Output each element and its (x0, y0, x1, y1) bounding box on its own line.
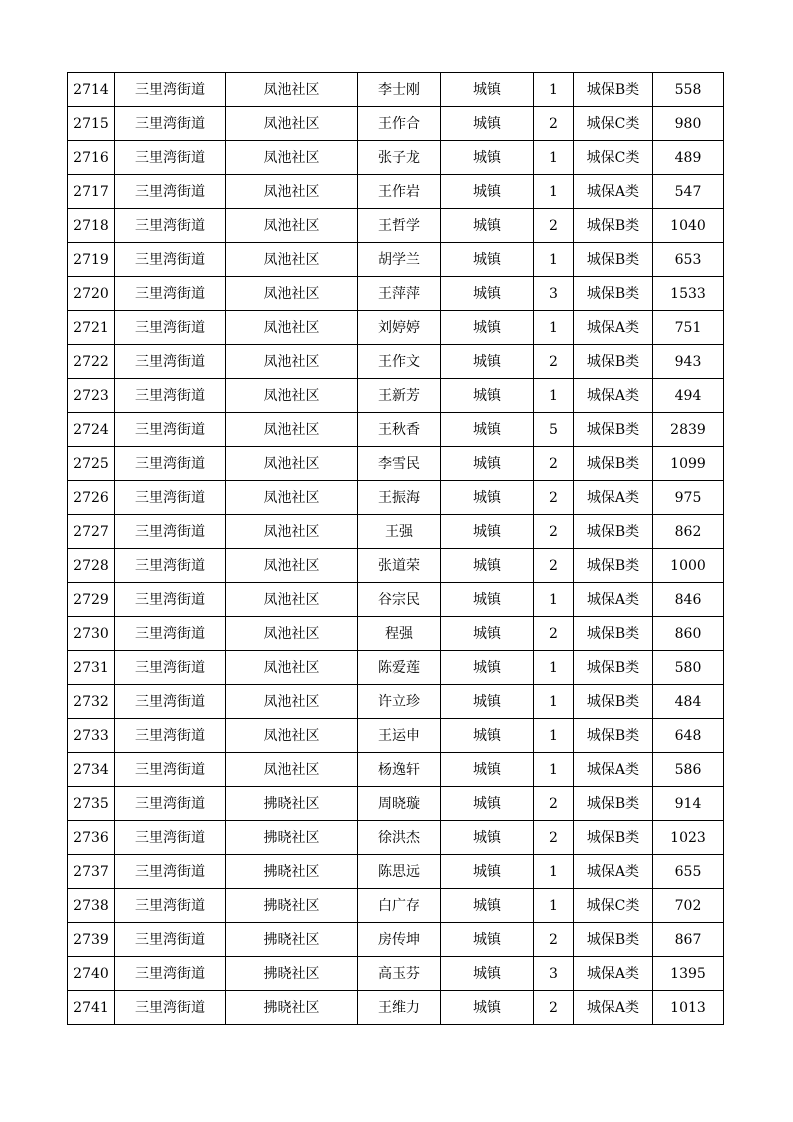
community-cell: 拂晓社区 (226, 787, 358, 821)
serial-number-cell: 2735 (68, 787, 115, 821)
serial-number-cell: 2738 (68, 889, 115, 923)
street-cell: 三里湾街道 (115, 175, 226, 209)
category-cell: 城保B类 (574, 923, 653, 957)
person-name-cell: 高玉芬 (358, 957, 441, 991)
household-count-cell: 1 (534, 73, 574, 107)
person-name-cell: 王新芳 (358, 379, 441, 413)
community-cell: 拂晓社区 (226, 855, 358, 889)
amount-cell: 1395 (653, 957, 724, 991)
household-count-cell: 3 (534, 277, 574, 311)
table-row (68, 617, 724, 651)
community-cell: 凤池社区 (226, 753, 358, 787)
community-cell: 拂晓社区 (226, 991, 358, 1025)
community-cell: 拂晓社区 (226, 889, 358, 923)
serial-number-cell: 2718 (68, 209, 115, 243)
table-row (68, 719, 724, 753)
table-row (68, 379, 724, 413)
category-cell: 城保C类 (574, 889, 653, 923)
amount-cell: 914 (653, 787, 724, 821)
serial-number-cell: 2741 (68, 991, 115, 1025)
amount-cell: 1040 (653, 209, 724, 243)
person-name-cell: 白广存 (358, 889, 441, 923)
table-row (68, 413, 724, 447)
household-count-cell: 1 (534, 379, 574, 413)
residence-type-cell: 城镇 (441, 413, 534, 447)
amount-cell: 648 (653, 719, 724, 753)
street-cell: 三里湾街道 (115, 923, 226, 957)
community-cell: 凤池社区 (226, 243, 358, 277)
residence-type-cell: 城镇 (441, 277, 534, 311)
serial-number-cell: 2730 (68, 617, 115, 651)
table-row (68, 481, 724, 515)
street-cell: 三里湾街道 (115, 73, 226, 107)
residence-type-cell: 城镇 (441, 345, 534, 379)
street-cell: 三里湾街道 (115, 889, 226, 923)
person-name-cell: 王振海 (358, 481, 441, 515)
table-row (68, 209, 724, 243)
household-count-cell: 2 (534, 107, 574, 141)
household-count-cell: 1 (534, 719, 574, 753)
residence-type-cell: 城镇 (441, 175, 534, 209)
amount-cell: 702 (653, 889, 724, 923)
amount-cell: 484 (653, 685, 724, 719)
community-cell: 凤池社区 (226, 413, 358, 447)
category-cell: 城保A类 (574, 957, 653, 991)
household-count-cell: 1 (534, 175, 574, 209)
person-name-cell: 王强 (358, 515, 441, 549)
table-row (68, 923, 724, 957)
category-cell: 城保B类 (574, 685, 653, 719)
household-count-cell: 1 (534, 243, 574, 277)
community-cell: 凤池社区 (226, 107, 358, 141)
household-count-cell: 2 (534, 447, 574, 481)
serial-number-cell: 2728 (68, 549, 115, 583)
household-count-cell: 5 (534, 413, 574, 447)
serial-number-cell: 2719 (68, 243, 115, 277)
residence-type-cell: 城镇 (441, 481, 534, 515)
street-cell: 三里湾街道 (115, 651, 226, 685)
category-cell: 城保B类 (574, 209, 653, 243)
street-cell: 三里湾街道 (115, 345, 226, 379)
household-count-cell: 2 (534, 549, 574, 583)
serial-number-cell: 2714 (68, 73, 115, 107)
household-count-cell: 1 (534, 311, 574, 345)
community-cell: 拂晓社区 (226, 923, 358, 957)
residence-type-cell: 城镇 (441, 549, 534, 583)
amount-cell: 494 (653, 379, 724, 413)
community-cell: 凤池社区 (226, 447, 358, 481)
serial-number-cell: 2734 (68, 753, 115, 787)
serial-number-cell: 2715 (68, 107, 115, 141)
residence-type-cell: 城镇 (441, 141, 534, 175)
serial-number-cell: 2733 (68, 719, 115, 753)
table-row (68, 447, 724, 481)
serial-number-cell: 2736 (68, 821, 115, 855)
amount-cell: 1000 (653, 549, 724, 583)
person-name-cell: 徐洪杰 (358, 821, 441, 855)
amount-cell: 867 (653, 923, 724, 957)
serial-number-cell: 2720 (68, 277, 115, 311)
amount-cell: 1533 (653, 277, 724, 311)
residence-type-cell: 城镇 (441, 107, 534, 141)
person-name-cell: 王作合 (358, 107, 441, 141)
residence-type-cell: 城镇 (441, 73, 534, 107)
category-cell: 城保B类 (574, 413, 653, 447)
residence-type-cell: 城镇 (441, 753, 534, 787)
person-name-cell: 王运申 (358, 719, 441, 753)
person-name-cell: 许立珍 (358, 685, 441, 719)
community-cell: 凤池社区 (226, 141, 358, 175)
amount-cell: 547 (653, 175, 724, 209)
person-name-cell: 谷宗民 (358, 583, 441, 617)
community-cell: 凤池社区 (226, 345, 358, 379)
community-cell: 凤池社区 (226, 617, 358, 651)
household-count-cell: 2 (534, 991, 574, 1025)
residence-type-cell: 城镇 (441, 583, 534, 617)
household-count-cell: 2 (534, 787, 574, 821)
category-cell: 城保A类 (574, 855, 653, 889)
category-cell: 城保B类 (574, 821, 653, 855)
street-cell: 三里湾街道 (115, 957, 226, 991)
residence-type-cell: 城镇 (441, 651, 534, 685)
amount-cell: 1013 (653, 991, 724, 1025)
street-cell: 三里湾街道 (115, 991, 226, 1025)
street-cell: 三里湾街道 (115, 107, 226, 141)
amount-cell: 975 (653, 481, 724, 515)
serial-number-cell: 2732 (68, 685, 115, 719)
person-name-cell: 房传坤 (358, 923, 441, 957)
street-cell: 三里湾街道 (115, 481, 226, 515)
amount-cell: 943 (653, 345, 724, 379)
table-row (68, 753, 724, 787)
serial-number-cell: 2726 (68, 481, 115, 515)
residence-type-cell: 城镇 (441, 957, 534, 991)
street-cell: 三里湾街道 (115, 753, 226, 787)
household-count-cell: 2 (534, 923, 574, 957)
table-row (68, 821, 724, 855)
community-cell: 拂晓社区 (226, 821, 358, 855)
category-cell: 城保B类 (574, 73, 653, 107)
person-name-cell: 周晓璇 (358, 787, 441, 821)
table-row (68, 991, 724, 1025)
residence-type-cell: 城镇 (441, 209, 534, 243)
category-cell: 城保B类 (574, 447, 653, 481)
table-body (68, 73, 724, 1025)
amount-cell: 655 (653, 855, 724, 889)
category-cell: 城保A类 (574, 481, 653, 515)
person-name-cell: 王作岩 (358, 175, 441, 209)
amount-cell: 860 (653, 617, 724, 651)
person-name-cell: 王萍萍 (358, 277, 441, 311)
household-count-cell: 1 (534, 141, 574, 175)
community-cell: 凤池社区 (226, 719, 358, 753)
residence-type-cell: 城镇 (441, 447, 534, 481)
residence-type-cell: 城镇 (441, 923, 534, 957)
amount-cell: 586 (653, 753, 724, 787)
street-cell: 三里湾街道 (115, 447, 226, 481)
person-name-cell: 张道荣 (358, 549, 441, 583)
street-cell: 三里湾街道 (115, 855, 226, 889)
street-cell: 三里湾街道 (115, 141, 226, 175)
residence-type-cell: 城镇 (441, 889, 534, 923)
serial-number-cell: 2716 (68, 141, 115, 175)
amount-cell: 580 (653, 651, 724, 685)
table-row (68, 175, 724, 209)
table-row (68, 583, 724, 617)
table-row (68, 73, 724, 107)
household-count-cell: 3 (534, 957, 574, 991)
serial-number-cell: 2721 (68, 311, 115, 345)
street-cell: 三里湾街道 (115, 787, 226, 821)
person-name-cell: 刘婷婷 (358, 311, 441, 345)
table-row (68, 277, 724, 311)
household-count-cell: 2 (534, 821, 574, 855)
street-cell: 三里湾街道 (115, 583, 226, 617)
serial-number-cell: 2717 (68, 175, 115, 209)
residence-type-cell: 城镇 (441, 991, 534, 1025)
category-cell: 城保B类 (574, 719, 653, 753)
household-count-cell: 1 (534, 753, 574, 787)
serial-number-cell: 2737 (68, 855, 115, 889)
serial-number-cell: 2731 (68, 651, 115, 685)
residence-type-cell: 城镇 (441, 311, 534, 345)
serial-number-cell: 2723 (68, 379, 115, 413)
table-row (68, 345, 724, 379)
street-cell: 三里湾街道 (115, 311, 226, 345)
person-name-cell: 胡学兰 (358, 243, 441, 277)
community-cell: 凤池社区 (226, 549, 358, 583)
serial-number-cell: 2727 (68, 515, 115, 549)
table-row (68, 787, 724, 821)
amount-cell: 751 (653, 311, 724, 345)
table-row (68, 549, 724, 583)
person-name-cell: 王维力 (358, 991, 441, 1025)
category-cell: 城保B类 (574, 515, 653, 549)
serial-number-cell: 2740 (68, 957, 115, 991)
category-cell: 城保B类 (574, 787, 653, 821)
community-cell: 凤池社区 (226, 209, 358, 243)
amount-cell: 980 (653, 107, 724, 141)
serial-number-cell: 2729 (68, 583, 115, 617)
person-name-cell: 李士刚 (358, 73, 441, 107)
street-cell: 三里湾街道 (115, 685, 226, 719)
community-cell: 拂晓社区 (226, 957, 358, 991)
residence-type-cell: 城镇 (441, 787, 534, 821)
household-count-cell: 1 (534, 583, 574, 617)
residence-type-cell: 城镇 (441, 821, 534, 855)
table-row (68, 685, 724, 719)
person-name-cell: 王作文 (358, 345, 441, 379)
category-cell: 城保B类 (574, 277, 653, 311)
residence-type-cell: 城镇 (441, 719, 534, 753)
street-cell: 三里湾街道 (115, 549, 226, 583)
community-cell: 凤池社区 (226, 277, 358, 311)
street-cell: 三里湾街道 (115, 413, 226, 447)
household-count-cell: 2 (534, 617, 574, 651)
street-cell: 三里湾街道 (115, 277, 226, 311)
table-row (68, 651, 724, 685)
amount-cell: 1023 (653, 821, 724, 855)
street-cell: 三里湾街道 (115, 719, 226, 753)
community-cell: 凤池社区 (226, 311, 358, 345)
table-row (68, 311, 724, 345)
amount-cell: 653 (653, 243, 724, 277)
table-row (68, 889, 724, 923)
community-cell: 凤池社区 (226, 175, 358, 209)
serial-number-cell: 2722 (68, 345, 115, 379)
table-row (68, 515, 724, 549)
table-row (68, 141, 724, 175)
household-count-cell: 2 (534, 481, 574, 515)
household-count-cell: 1 (534, 889, 574, 923)
category-cell: 城保B类 (574, 345, 653, 379)
category-cell: 城保A类 (574, 311, 653, 345)
street-cell: 三里湾街道 (115, 821, 226, 855)
serial-number-cell: 2724 (68, 413, 115, 447)
person-name-cell: 陈思远 (358, 855, 441, 889)
community-cell: 凤池社区 (226, 685, 358, 719)
category-cell: 城保B类 (574, 617, 653, 651)
amount-cell: 558 (653, 73, 724, 107)
household-count-cell: 1 (534, 685, 574, 719)
household-count-cell: 2 (534, 345, 574, 379)
residence-type-cell: 城镇 (441, 855, 534, 889)
street-cell: 三里湾街道 (115, 379, 226, 413)
person-name-cell: 李雪民 (358, 447, 441, 481)
household-count-cell: 2 (534, 209, 574, 243)
category-cell: 城保B类 (574, 243, 653, 277)
person-name-cell: 张子龙 (358, 141, 441, 175)
category-cell: 城保A类 (574, 583, 653, 617)
table-row (68, 957, 724, 991)
person-name-cell: 杨逸轩 (358, 753, 441, 787)
amount-cell: 489 (653, 141, 724, 175)
person-name-cell: 陈爱莲 (358, 651, 441, 685)
person-name-cell: 王秋香 (358, 413, 441, 447)
street-cell: 三里湾街道 (115, 209, 226, 243)
amount-cell: 1099 (653, 447, 724, 481)
category-cell: 城保A类 (574, 991, 653, 1025)
street-cell: 三里湾街道 (115, 617, 226, 651)
household-count-cell: 1 (534, 855, 574, 889)
category-cell: 城保B类 (574, 651, 653, 685)
residence-type-cell: 城镇 (441, 379, 534, 413)
residence-type-cell: 城镇 (441, 617, 534, 651)
community-cell: 凤池社区 (226, 515, 358, 549)
residence-type-cell: 城镇 (441, 685, 534, 719)
category-cell: 城保B类 (574, 549, 653, 583)
category-cell: 城保C类 (574, 107, 653, 141)
community-cell: 凤池社区 (226, 651, 358, 685)
person-name-cell: 王哲学 (358, 209, 441, 243)
serial-number-cell: 2725 (68, 447, 115, 481)
category-cell: 城保C类 (574, 141, 653, 175)
household-count-cell: 2 (534, 515, 574, 549)
street-cell: 三里湾街道 (115, 243, 226, 277)
amount-cell: 846 (653, 583, 724, 617)
residence-type-cell: 城镇 (441, 515, 534, 549)
community-cell: 凤池社区 (226, 583, 358, 617)
household-count-cell: 1 (534, 651, 574, 685)
street-cell: 三里湾街道 (115, 515, 226, 549)
serial-number-cell: 2739 (68, 923, 115, 957)
community-cell: 凤池社区 (226, 379, 358, 413)
table-row (68, 243, 724, 277)
recipient-table (67, 72, 724, 1025)
category-cell: 城保A类 (574, 175, 653, 209)
amount-cell: 2839 (653, 413, 724, 447)
residence-type-cell: 城镇 (441, 243, 534, 277)
person-name-cell: 程强 (358, 617, 441, 651)
category-cell: 城保A类 (574, 753, 653, 787)
community-cell: 凤池社区 (226, 73, 358, 107)
category-cell: 城保A类 (574, 379, 653, 413)
community-cell: 凤池社区 (226, 481, 358, 515)
table-row (68, 107, 724, 141)
table-row (68, 855, 724, 889)
amount-cell: 862 (653, 515, 724, 549)
